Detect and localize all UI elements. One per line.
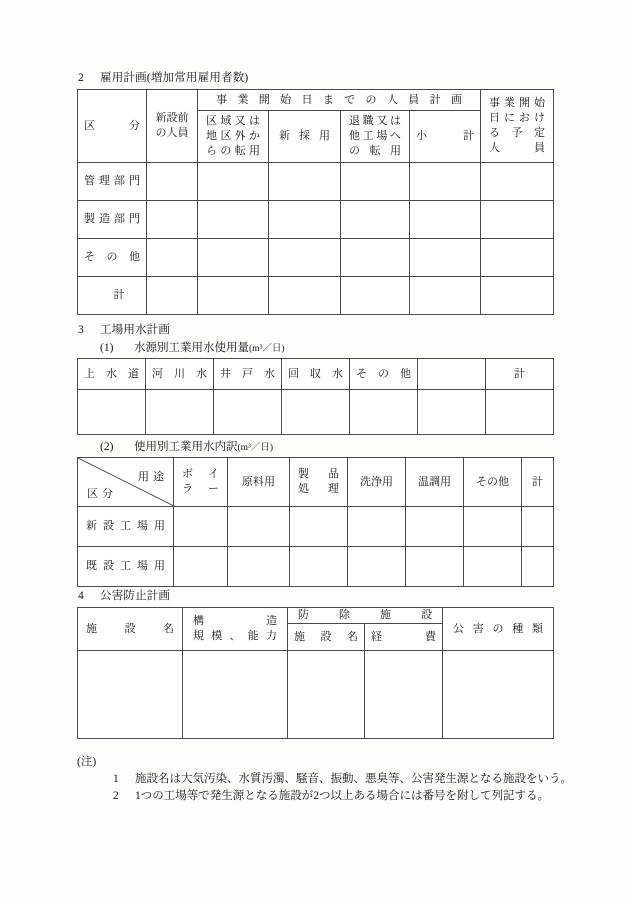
- subsection-number-water-usage: (2): [100, 441, 114, 453]
- header-other-usage: その他: [464, 458, 522, 507]
- header-facility-name: 施設名: [78, 608, 183, 651]
- section-number-pollution: 4: [78, 590, 84, 602]
- cell-input[interactable]: [282, 390, 350, 435]
- cell-input[interactable]: [341, 163, 410, 201]
- cell-input[interactable]: [481, 201, 554, 239]
- cell-input[interactable]: [481, 163, 554, 201]
- header-river-water: 河川水: [146, 359, 214, 390]
- subsection-title-water-usage: [100, 440, 273, 455]
- cell-input[interactable]: [365, 651, 443, 739]
- water-usage-header-row: [78, 458, 554, 507]
- cell-input[interactable]: [198, 163, 269, 201]
- cell-input[interactable]: [406, 547, 464, 587]
- cell-input[interactable]: [341, 277, 410, 315]
- cell-input[interactable]: [146, 390, 214, 435]
- cell-input[interactable]: [486, 390, 554, 435]
- header-control-facility-name: 施設名: [288, 624, 365, 651]
- cell-input[interactable]: [174, 507, 228, 547]
- cell-input[interactable]: [214, 390, 282, 435]
- header-category: 区分: [78, 90, 147, 163]
- cell-input[interactable]: [410, 239, 481, 277]
- cell-input[interactable]: [290, 507, 348, 547]
- row-label-new-factory: 新設工場用: [78, 507, 174, 547]
- water-source-table: [77, 358, 554, 435]
- cell-input[interactable]: [147, 201, 198, 239]
- cell-input[interactable]: [198, 239, 269, 277]
- cell-input[interactable]: [269, 163, 341, 201]
- note-item: [113, 771, 572, 788]
- header-control-facility-group: 防除施設: [288, 608, 443, 624]
- cell-input[interactable]: [410, 163, 481, 201]
- cell-input[interactable]: [198, 277, 269, 315]
- pollution-header-row-1: [78, 608, 554, 624]
- cell-input[interactable]: [443, 651, 554, 739]
- table-row: [78, 651, 554, 739]
- section-title-employment: [78, 71, 248, 85]
- cell-input[interactable]: [464, 507, 522, 547]
- header-new-hire: 新採用: [269, 111, 341, 163]
- cell-input[interactable]: [198, 201, 269, 239]
- section-title-pollution: [78, 589, 170, 603]
- water-usage-table: [77, 457, 554, 587]
- cell-input[interactable]: [481, 277, 554, 315]
- note-text: 1つの工場等で発生源となる施設が2つ以上ある場合には番号を附して列記する。: [135, 790, 549, 802]
- pollution-table: [77, 607, 554, 739]
- cell-input[interactable]: [228, 547, 290, 587]
- row-label-existing-factory: 既設工場用: [78, 547, 174, 587]
- notes-heading: (注): [77, 756, 97, 768]
- employment-header-row-1: [78, 90, 554, 111]
- cell-input[interactable]: [147, 163, 198, 201]
- cell-input[interactable]: [147, 277, 198, 315]
- cell-input[interactable]: [341, 239, 410, 277]
- table-row: [78, 277, 554, 315]
- subsection-number-water-source: (1): [100, 342, 114, 354]
- cell-input[interactable]: [78, 390, 146, 435]
- note-item: [113, 788, 572, 805]
- cell-input[interactable]: [269, 239, 341, 277]
- cell-input[interactable]: [406, 507, 464, 547]
- cell-input[interactable]: [183, 651, 288, 739]
- unit-label-water-source: (m³／日): [249, 344, 285, 354]
- note-index: 2: [113, 790, 119, 802]
- header-total-usage: 計: [522, 458, 554, 507]
- diagonal-split-cell: [78, 458, 173, 506]
- cell-input[interactable]: [269, 277, 341, 315]
- header-recycled-water: 回収水: [282, 359, 350, 390]
- header-temperature-control: 温調用: [406, 458, 464, 507]
- section-label-water: 工場用水計画: [100, 324, 171, 336]
- note-text: 施設名は大気汚染、水質汚濁、騒音、振動、悪臭等、公害発生源となる施設をいう。: [135, 773, 572, 785]
- header-total-water: 計: [486, 359, 554, 390]
- table-row: [78, 390, 554, 435]
- section-number-water: 3: [78, 324, 84, 336]
- cell-input[interactable]: [418, 390, 486, 435]
- header-plan-group: 事業開始日までの人員計画: [198, 90, 481, 111]
- employment-table: [77, 89, 554, 315]
- unit-label-water-usage: (m³／日): [237, 443, 274, 453]
- header-well-water: 井戸水: [214, 359, 282, 390]
- header-structure-capacity: 構造 規模、能力: [183, 608, 288, 651]
- row-label-management: 管理部門: [78, 163, 147, 201]
- header-tap-water: 上水道: [78, 359, 146, 390]
- corner-label-category: 区分: [87, 488, 117, 500]
- table-row: [78, 201, 554, 239]
- header-transfer-out: 退職又は 他工場へ の転用: [341, 111, 410, 163]
- cell-input[interactable]: [481, 239, 554, 277]
- header-other-water: その他: [350, 359, 418, 390]
- cell-input[interactable]: [348, 507, 406, 547]
- cell-input[interactable]: [147, 239, 198, 277]
- water-source-header-row: [78, 359, 554, 390]
- section-label-pollution: 公害防止計画: [100, 590, 171, 602]
- notes-block: [77, 754, 572, 805]
- table-row: [78, 239, 554, 277]
- header-transfer-in: 区域又は 地区外か らの転用: [198, 111, 269, 163]
- header-planned-staff: 事業開始 日におけ る予定 人員: [481, 90, 554, 163]
- row-label-manufacturing: 製造部門: [78, 201, 147, 239]
- subsection-label-water-source: 水源別工業用水使用量: [134, 342, 249, 354]
- table-row: [78, 547, 554, 587]
- table-row: [78, 163, 554, 201]
- row-label-total: 計: [78, 277, 147, 315]
- header-washing: 洗浄用: [348, 458, 406, 507]
- section-label-employment: 雇用計画(増加常用雇用者数): [100, 72, 249, 84]
- cell-input[interactable]: [288, 651, 365, 739]
- header-corner-split: [78, 458, 174, 507]
- section-title-water: [78, 323, 170, 337]
- table-row: [78, 507, 554, 547]
- cell-input[interactable]: [522, 547, 554, 587]
- row-label-other: その他: [78, 239, 147, 277]
- cell-input[interactable]: [269, 201, 341, 239]
- subsection-label-water-usage: 使用別工業用水内訳: [134, 441, 238, 453]
- cell-input[interactable]: [410, 277, 481, 315]
- cell-input[interactable]: [522, 507, 554, 547]
- section-number-employment: 2: [78, 72, 84, 84]
- header-empty-water: [418, 359, 486, 390]
- note-index: 1: [113, 773, 119, 785]
- cell-input[interactable]: [341, 201, 410, 239]
- cell-input[interactable]: [174, 547, 228, 587]
- header-pre-establishment: 新設前 の人員: [147, 90, 198, 163]
- cell-input[interactable]: [464, 547, 522, 587]
- header-subtotal: 小計: [410, 111, 481, 163]
- cell-input[interactable]: [348, 547, 406, 587]
- cell-input[interactable]: [228, 507, 290, 547]
- header-pollution-type: 公害の種類: [443, 608, 554, 651]
- header-control-cost: 経費: [365, 624, 443, 651]
- corner-label-usage: 用途: [138, 471, 168, 483]
- header-raw-material: 原料用: [228, 458, 290, 507]
- cell-input[interactable]: [410, 201, 481, 239]
- cell-input[interactable]: [350, 390, 418, 435]
- header-product-processing: 製品 処理: [290, 458, 348, 507]
- cell-input[interactable]: [290, 547, 348, 587]
- subsection-title-water-source: [100, 341, 285, 356]
- cell-input[interactable]: [78, 651, 183, 739]
- header-boiler: ボイ ラー: [174, 458, 228, 507]
